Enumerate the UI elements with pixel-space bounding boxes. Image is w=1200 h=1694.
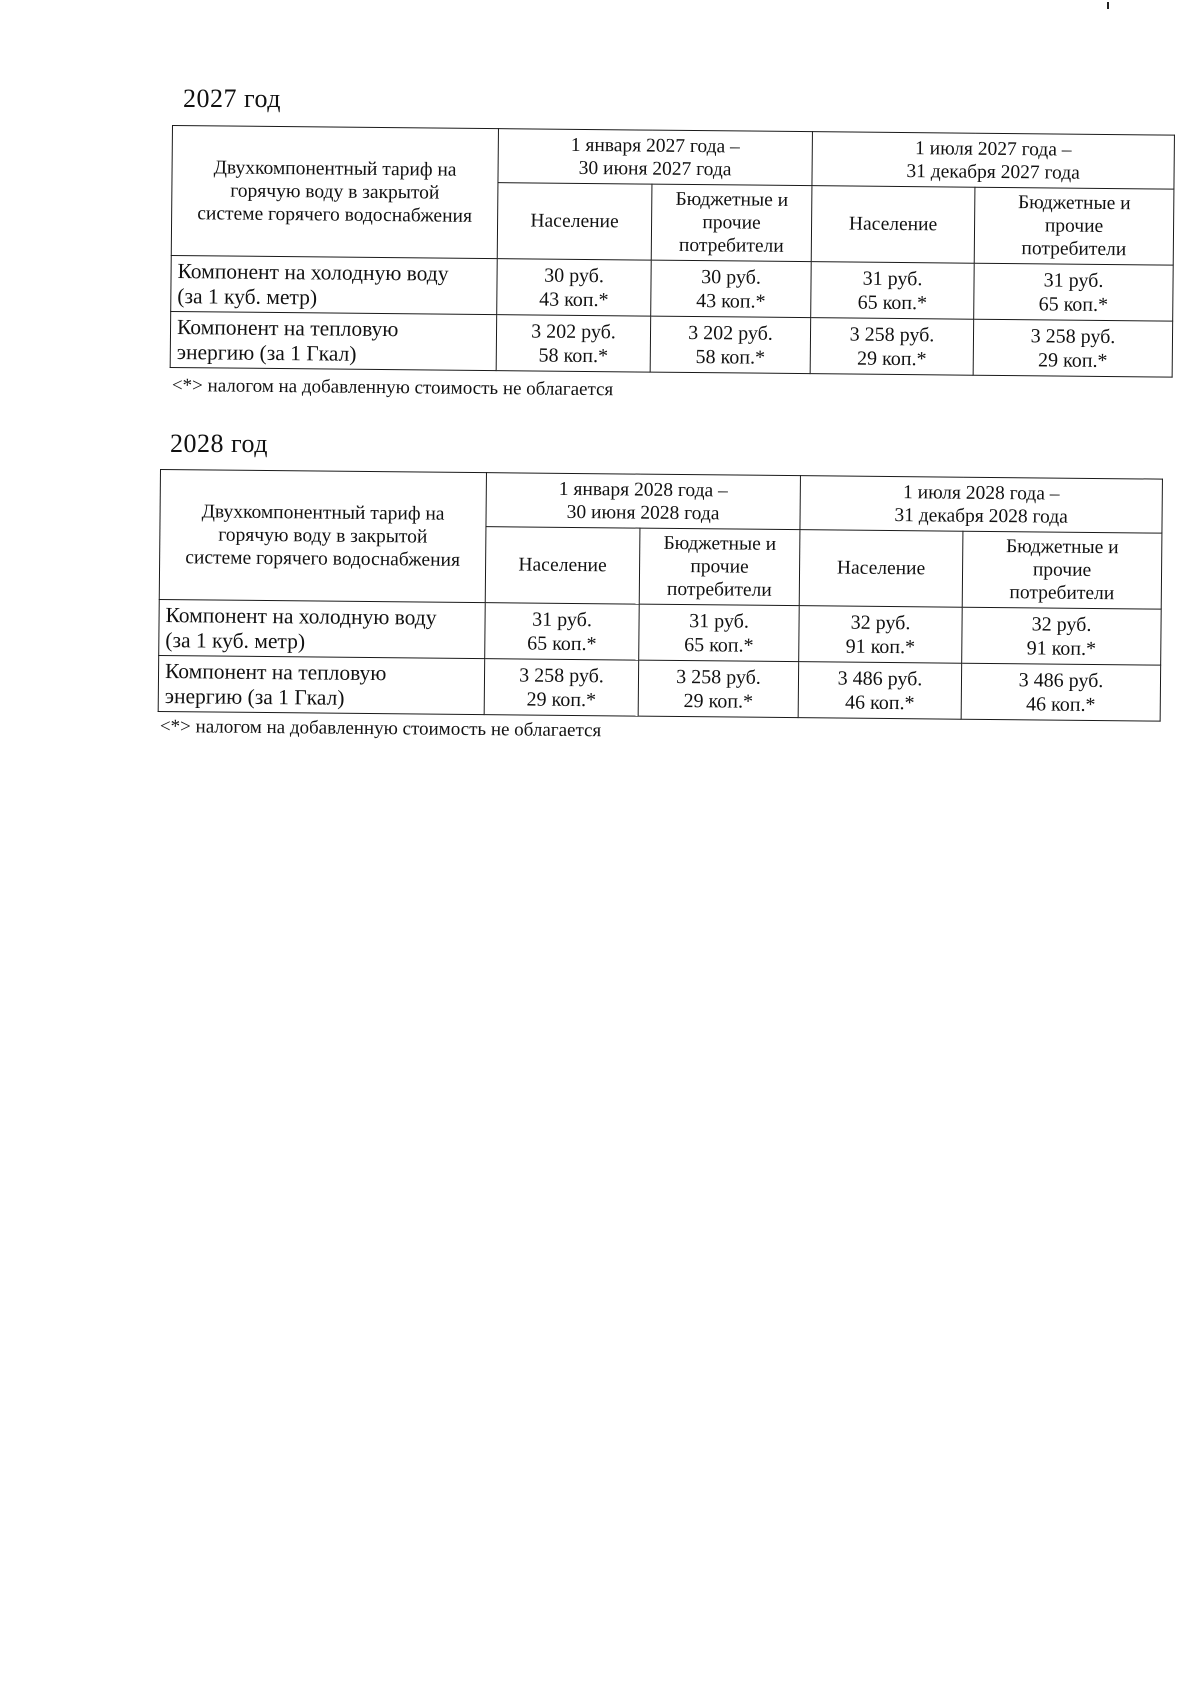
tariff-value: 3 258 руб. 29 коп.* bbox=[973, 319, 1173, 377]
period-header-second-half: 1 июля 2027 года – 31 декабря 2027 года bbox=[812, 132, 1175, 189]
consumer-header-budget: Бюджетные и прочие потребители bbox=[974, 187, 1174, 265]
tariff-value: 3 258 руб. 29 коп.* bbox=[638, 660, 799, 718]
scan-mark bbox=[1107, 2, 1109, 9]
period-header-first-half: 1 января 2028 года – 30 июня 2028 года bbox=[486, 473, 801, 530]
corner-header: Двухкомпонентный тариф на горячую воду в закрытой системе горячего водоснабжения bbox=[171, 126, 498, 259]
tariff-table bbox=[170, 125, 1175, 378]
tariff-value: 3 486 руб. 46 коп.* bbox=[961, 663, 1161, 721]
tariff-value: 31 руб. 65 коп.* bbox=[639, 604, 800, 662]
row-label-heat-energy: Компонент на тепловую энергию (за 1 Гкал) bbox=[170, 311, 497, 370]
row-label-cold-water: Компонент на холодную воду (за 1 куб. метр) bbox=[171, 255, 498, 314]
tariff-value: 31 руб. 65 коп.* bbox=[485, 603, 640, 660]
tariff-value: 31 руб. 65 коп.* bbox=[811, 262, 975, 320]
row-label-cold-water: Компонент на холодную воду (за 1 куб. метр) bbox=[159, 599, 486, 658]
tariff-value: 30 руб. 43 коп.* bbox=[497, 259, 652, 316]
year-title: 2028 год bbox=[170, 429, 268, 458]
corner-header: Двухкомпонентный тариф на горячую воду в закрытой системе горячего водоснабжения bbox=[159, 470, 486, 603]
tariff-value: 31 руб. 65 коп.* bbox=[974, 263, 1174, 321]
vat-footnote: <*> налогом на добавленную стоимость не облагается bbox=[159, 716, 602, 742]
table-row bbox=[159, 599, 1162, 665]
tariff-value: 3 258 руб. 29 коп.* bbox=[484, 659, 639, 716]
period-header-second-half: 1 июля 2028 года – 31 декабря 2028 года bbox=[800, 476, 1163, 533]
table-row bbox=[158, 655, 1161, 721]
tariff-table bbox=[158, 469, 1163, 722]
tariff-value: 30 руб. 43 коп.* bbox=[651, 260, 812, 318]
period-header-first-half: 1 января 2027 года – 30 июня 2027 года bbox=[498, 129, 813, 186]
consumer-header-population: Население bbox=[497, 183, 652, 260]
tariff-value: 3 486 руб. 46 коп.* bbox=[798, 662, 962, 720]
consumer-header-budget: Бюджетные и прочие потребители bbox=[639, 528, 800, 606]
tariff-table-wrapper bbox=[170, 125, 1175, 378]
row-label-heat-energy: Компонент на тепловую энергию (за 1 Гкал) bbox=[158, 655, 485, 714]
table-row bbox=[170, 311, 1173, 377]
consumer-header-population: Население bbox=[485, 527, 640, 604]
tariff-value: 3 258 руб. 29 коп.* bbox=[810, 318, 974, 376]
tariff-table-wrapper bbox=[158, 469, 1163, 722]
tariff-value: 3 202 руб. 58 коп.* bbox=[650, 316, 811, 374]
table-row bbox=[171, 255, 1174, 321]
year-title: 2027 год bbox=[183, 84, 281, 113]
tariff-value: 32 руб. 91 коп.* bbox=[799, 606, 963, 664]
consumer-header-budget: Бюджетные и прочие потребители bbox=[962, 531, 1162, 609]
tariff-value: 3 202 руб. 58 коп.* bbox=[496, 315, 651, 372]
vat-footnote: <*> налогом на добавленную стоимость не облагается bbox=[171, 375, 614, 401]
tariff-value: 32 руб. 91 коп.* bbox=[962, 607, 1162, 665]
consumer-header-budget: Бюджетные и прочие потребители bbox=[651, 184, 812, 262]
consumer-header-population: Население bbox=[799, 530, 963, 608]
consumer-header-population: Население bbox=[811, 186, 975, 264]
